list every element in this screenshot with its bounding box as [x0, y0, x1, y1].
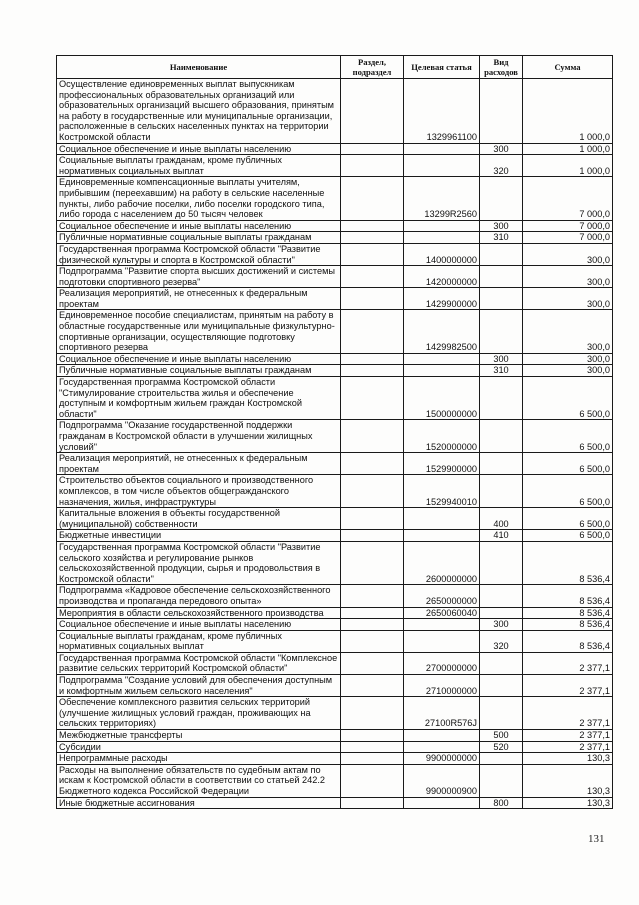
cell-section: [341, 530, 404, 542]
cell-section: [341, 266, 404, 288]
cell-target: [404, 143, 480, 155]
column-header-section: Раздел, подраздел: [341, 56, 404, 79]
cell-type: [480, 310, 523, 353]
cell-target: 2650060040: [404, 607, 480, 619]
cell-type: 400: [480, 508, 523, 530]
cell-name: Подпрограмма "Развитие спорта высших достижений и системы подготовки спортивного резерва": [57, 266, 341, 288]
table-row: [57, 155, 613, 177]
cell-sum: 130,3: [523, 753, 613, 765]
cell-type: 300: [480, 220, 523, 232]
cell-sum: 300,0: [523, 266, 613, 288]
cell-section: [341, 453, 404, 475]
cell-target: 2700000000: [404, 652, 480, 674]
cell-section: [341, 652, 404, 674]
table-row: [57, 310, 613, 353]
cell-name: Подпрограмма "Оказание государственной поддержки гражданам в Костромской области в улучшении жилищных условий": [57, 420, 341, 453]
table-row: [57, 420, 613, 453]
table-row: [57, 353, 613, 365]
cell-target: [404, 353, 480, 365]
cell-sum: 300,0: [523, 310, 613, 353]
cell-sum: 8 536,4: [523, 607, 613, 619]
cell-sum: 300,0: [523, 288, 613, 310]
table-row: [57, 475, 613, 508]
cell-type: [480, 420, 523, 453]
cell-target: [404, 365, 480, 377]
cell-name: Публичные нормативные социальные выплаты гражданам: [57, 365, 341, 377]
cell-target: [404, 797, 480, 809]
cell-name: Подпрограмма "Создание условий для обеспечения доступным и комфортным жильем сельского населения": [57, 675, 341, 697]
cell-sum: 300,0: [523, 365, 613, 377]
cell-name: Социальное обеспечение и иные выплаты населению: [57, 619, 341, 631]
cell-type: 520: [480, 741, 523, 753]
cell-target: [404, 630, 480, 652]
cell-name: Государственная программа Костромской области "Развитие сельского хозяйства и регулирование рынков сельскохозяйственной продукции, сырья и продовольствия в Костромской области": [57, 541, 341, 584]
cell-sum: 6 500,0: [523, 420, 613, 453]
cell-target: 1500000000: [404, 377, 480, 420]
cell-type: [480, 79, 523, 144]
cell-section: [341, 243, 404, 265]
cell-section: [341, 607, 404, 619]
cell-target: [404, 741, 480, 753]
cell-target: 1400000000: [404, 243, 480, 265]
cell-name: Осуществление единовременных выплат выпускникам профессиональных образовательных организаций или образовательных организаций высшего образования, принятым на работу в государственные или муниципальные организации, расположенные в сельских населенных пунктах на территории Костромской области: [57, 79, 341, 144]
cell-type: [480, 585, 523, 607]
table-row: [57, 508, 613, 530]
cell-sum: 8 536,4: [523, 541, 613, 584]
cell-name: Единовременные компенсационные выплаты учителям, прибывшим (переехавшим) на работу в сельские населенные пункты, либо рабочие поселки, либо поселки городского типа, либо города с населением до 50 тысяч человек: [57, 177, 341, 220]
cell-sum: 2 377,1: [523, 741, 613, 753]
cell-section: [341, 353, 404, 365]
cell-section: [341, 697, 404, 730]
cell-target: 2600000000: [404, 541, 480, 584]
cell-section: [341, 420, 404, 453]
cell-section: [341, 220, 404, 232]
table-row: [57, 220, 613, 232]
cell-type: 310: [480, 232, 523, 244]
cell-sum: 6 500,0: [523, 530, 613, 542]
cell-type: [480, 243, 523, 265]
cell-section: [341, 741, 404, 753]
cell-target: 1520000000: [404, 420, 480, 453]
column-header-target: Целевая статья: [404, 56, 480, 79]
cell-target: 1329961100: [404, 79, 480, 144]
cell-sum: 130,3: [523, 764, 613, 797]
table-row: [57, 697, 613, 730]
cell-sum: 7 000,0: [523, 220, 613, 232]
cell-type: [480, 753, 523, 765]
cell-type: 300: [480, 353, 523, 365]
cell-section: [341, 797, 404, 809]
cell-name: Государственная программа Костромской области "Стимулирование строительства жилья и обеспечение доступным и комфортным жильем граждан Костромской области": [57, 377, 341, 420]
cell-target: 13299R2560: [404, 177, 480, 220]
cell-target: [404, 220, 480, 232]
table-body: [57, 79, 613, 809]
table-row: [57, 453, 613, 475]
cell-sum: 1 000,0: [523, 79, 613, 144]
cell-name: Иные бюджетные ассигнования: [57, 797, 341, 809]
cell-name: Подпрограмма «Кадровое обеспечение сельскохозяйственного производства и пропаганда передового опыта»: [57, 585, 341, 607]
cell-target: [404, 232, 480, 244]
cell-type: 320: [480, 155, 523, 177]
table-row: [57, 764, 613, 797]
column-header-name: Наименование: [57, 56, 341, 79]
page-number: 131: [588, 833, 605, 845]
cell-sum: 2 377,1: [523, 675, 613, 697]
cell-target: 9900000900: [404, 764, 480, 797]
cell-sum: 8 536,4: [523, 619, 613, 631]
cell-type: [480, 541, 523, 584]
cell-type: [480, 475, 523, 508]
cell-target: 2650000000: [404, 585, 480, 607]
cell-sum: 300,0: [523, 353, 613, 365]
cell-section: [341, 630, 404, 652]
cell-section: [341, 232, 404, 244]
cell-sum: 2 377,1: [523, 730, 613, 742]
cell-name: Межбюджетные трансферты: [57, 730, 341, 742]
table-row: [57, 607, 613, 619]
cell-target: 27100R576J: [404, 697, 480, 730]
table-row: [57, 619, 613, 631]
cell-name: Строительство объектов социального и производственного комплексов, в том числе объектов общегражданского назначения, жилья, инфраструктуры: [57, 475, 341, 508]
cell-name: Капитальные вложения в объекты государственной (муниципальной) собственности: [57, 508, 341, 530]
table-row: [57, 243, 613, 265]
cell-section: [341, 764, 404, 797]
cell-sum: 2 377,1: [523, 697, 613, 730]
cell-type: [480, 377, 523, 420]
cell-target: [404, 730, 480, 742]
cell-target: 1420000000: [404, 266, 480, 288]
cell-sum: 6 500,0: [523, 475, 613, 508]
cell-name: Социальные выплаты гражданам, кроме публичных нормативных социальных выплат: [57, 155, 341, 177]
cell-section: [341, 508, 404, 530]
cell-type: [480, 266, 523, 288]
cell-target: 1429982500: [404, 310, 480, 353]
table-row: [57, 530, 613, 542]
cell-sum: 1 000,0: [523, 143, 613, 155]
table-row: [57, 541, 613, 584]
cell-sum: 7 000,0: [523, 177, 613, 220]
column-header-sum: Сумма: [523, 56, 613, 79]
cell-name: Единовременное пособие специалистам, принятым на работу в областные государственные или муниципальные физкультурно-спортивные организации, осуществляющие подготовку спортивного резерва: [57, 310, 341, 353]
cell-type: 320: [480, 630, 523, 652]
cell-sum: 130,3: [523, 797, 613, 809]
cell-sum: 7 000,0: [523, 232, 613, 244]
table-row: [57, 177, 613, 220]
cell-name: Государственная программа Костромской области "Развитие физической культуры и спорта в Костромской области": [57, 243, 341, 265]
cell-name: Расходы на выполнение обязательств по судебным актам по искам к Костромской области в соответствии со статьей 242.2 Бюджетного кодекса Российской Федерации: [57, 764, 341, 797]
table-row: [57, 652, 613, 674]
cell-target: [404, 530, 480, 542]
cell-section: [341, 79, 404, 144]
cell-sum: 8 536,4: [523, 585, 613, 607]
cell-type: [480, 453, 523, 475]
cell-type: [480, 607, 523, 619]
cell-type: 410: [480, 530, 523, 542]
cell-name: Социальное обеспечение и иные выплаты населению: [57, 220, 341, 232]
cell-section: [341, 730, 404, 742]
cell-target: 1529900000: [404, 453, 480, 475]
cell-target: [404, 619, 480, 631]
cell-section: [341, 377, 404, 420]
cell-sum: 2 377,1: [523, 652, 613, 674]
table-row: [57, 288, 613, 310]
cell-name: Бюджетные инвестиции: [57, 530, 341, 542]
table-row: [57, 741, 613, 753]
cell-name: Публичные нормативные социальные выплаты гражданам: [57, 232, 341, 244]
cell-section: [341, 177, 404, 220]
table-row: [57, 675, 613, 697]
cell-target: 1429900000: [404, 288, 480, 310]
table-row: [57, 143, 613, 155]
cell-sum: 6 500,0: [523, 508, 613, 530]
cell-name: Государственная программа Костромской области "Комплексное развитие сельских территорий Костромской области": [57, 652, 341, 674]
table-row: [57, 232, 613, 244]
cell-target: 2710000000: [404, 675, 480, 697]
table-header-row: [57, 56, 613, 79]
cell-type: 800: [480, 797, 523, 809]
cell-type: 300: [480, 619, 523, 631]
cell-target: [404, 155, 480, 177]
table-row: [57, 266, 613, 288]
cell-name: Мероприятия в области сельскохозяйственного производства: [57, 607, 341, 619]
cell-name: Социальное обеспечение и иные выплаты населению: [57, 143, 341, 155]
table-row: [57, 730, 613, 742]
cell-section: [341, 155, 404, 177]
cell-section: [341, 541, 404, 584]
cell-section: [341, 619, 404, 631]
cell-name: Реализация мероприятий, не отнесенных к федеральным проектам: [57, 453, 341, 475]
cell-section: [341, 675, 404, 697]
table-row: [57, 365, 613, 377]
cell-section: [341, 310, 404, 353]
cell-section: [341, 288, 404, 310]
cell-type: [480, 652, 523, 674]
cell-type: 300: [480, 143, 523, 155]
column-header-type: Вид расходов: [480, 56, 523, 79]
cell-sum: 1 000,0: [523, 155, 613, 177]
cell-type: [480, 764, 523, 797]
cell-target: 1529940010: [404, 475, 480, 508]
cell-type: [480, 675, 523, 697]
cell-target: [404, 508, 480, 530]
cell-name: Социальное обеспечение и иные выплаты населению: [57, 353, 341, 365]
cell-target: 9900000000: [404, 753, 480, 765]
cell-type: 500: [480, 730, 523, 742]
table-row: [57, 377, 613, 420]
cell-type: [480, 288, 523, 310]
cell-name: Социальные выплаты гражданам, кроме публичных нормативных социальных выплат: [57, 630, 341, 652]
cell-name: Обеспечение комплексного развития сельских территорий (улучшение жилищных условий граждан, проживающих на сельских территориях): [57, 697, 341, 730]
cell-name: Непрограммные расходы: [57, 753, 341, 765]
cell-section: [341, 753, 404, 765]
cell-section: [341, 365, 404, 377]
table-row: [57, 797, 613, 809]
cell-type: [480, 177, 523, 220]
table-row: [57, 585, 613, 607]
table-row: [57, 630, 613, 652]
cell-name: Субсидии: [57, 741, 341, 753]
cell-section: [341, 143, 404, 155]
cell-section: [341, 585, 404, 607]
cell-sum: 300,0: [523, 243, 613, 265]
cell-section: [341, 475, 404, 508]
table-row: [57, 79, 613, 144]
budget-table: [56, 55, 613, 809]
cell-sum: 6 500,0: [523, 377, 613, 420]
cell-type: 310: [480, 365, 523, 377]
cell-sum: 6 500,0: [523, 453, 613, 475]
cell-sum: 8 536,4: [523, 630, 613, 652]
cell-name: Реализация мероприятий, не отнесенных к федеральным проектам: [57, 288, 341, 310]
cell-type: [480, 697, 523, 730]
table-row: [57, 753, 613, 765]
